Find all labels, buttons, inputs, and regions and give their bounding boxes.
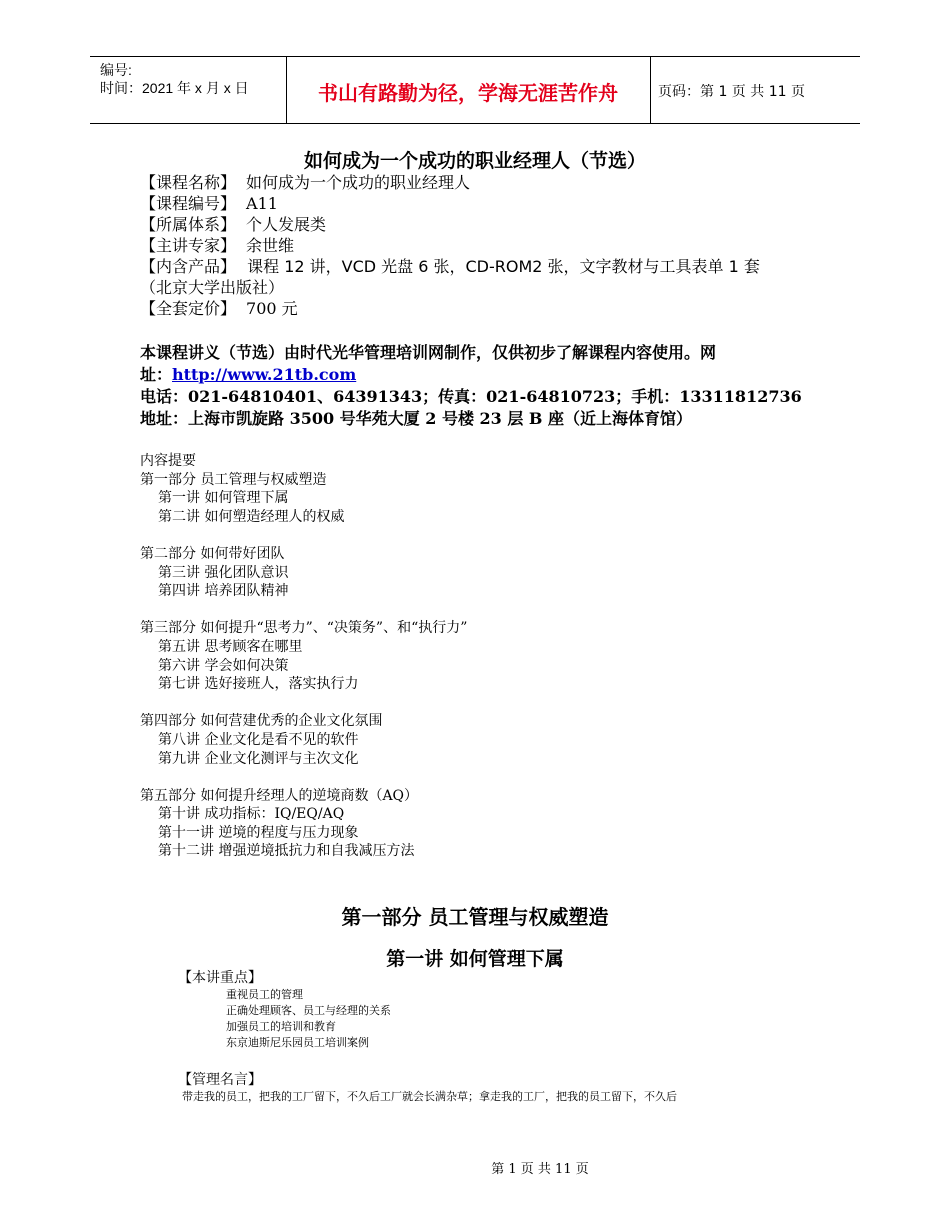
list-item: 重视员工的管理: [226, 988, 303, 1001]
toc-part: 第三部分 如何提升“思考力”、“决策务”、和“执行力” 第五讲 思考顾客在哪里 第六讲 学会如何决策 第七讲 选好接班人，落实执行力: [140, 620, 468, 693]
notice-url-line: 址：http://www.21tb.com: [140, 365, 357, 384]
focus-label: 【本讲重点】: [178, 970, 262, 986]
header-divider: [650, 57, 651, 123]
page-header: [90, 56, 860, 124]
info-row: 【内含产品】 课程 12 讲，VCD 光盘 6 张，CD-ROM2 张，文字教材与工具表单 1 套: [140, 257, 760, 276]
toc-part: 第二部分 如何带好团队 第三讲 强化团队意识 第四讲 培养团队精神: [140, 545, 289, 600]
info-row: （北京大学出版社）: [140, 278, 285, 297]
info-row: 【全套定价】 700 元: [140, 299, 298, 318]
list-item: 正确处理顾客、员工与经理的关系: [226, 1004, 391, 1017]
info-row: 【课程编号】 A11: [140, 194, 278, 213]
address-line: 地址：上海市凯旋路 3500 号华苑大厦 2 号楼 23 层 B 座（近上海体育馆）: [140, 409, 693, 428]
info-row: 【课程名称】 如何成为一个成功的职业经理人: [140, 173, 471, 192]
notice-line: 本课程讲义（节选）由时代光华管理培训网制作，仅供初步了解课程内容使用。网: [140, 343, 717, 362]
toc-heading: 内容提要: [140, 453, 196, 469]
time-label: 时间：2021 年 x 月 x 日: [100, 80, 249, 96]
info-row: 【所属体系】 个人发展类: [140, 215, 327, 234]
page-footer: 第 1 页 共 11 页: [491, 1162, 589, 1177]
list-item: 加强员工的培训和教育: [226, 1020, 336, 1033]
number-label: 编号:: [100, 62, 132, 78]
header-page-number: 页码：第 1 页 共 11 页: [658, 84, 805, 100]
list-item: 东京迪斯尼乐园员工培训案例: [226, 1036, 369, 1049]
table-of-contents: [140, 452, 467, 861]
contact-line: 电话：021-64810401、64391343；传真：021-64810723；手机：13311812736: [140, 387, 802, 406]
website-link[interactable]: http://www.21tb.com: [172, 365, 357, 384]
toc-part: 第五部分 如何提升经理人的逆境商数（AQ） 第十讲 成功指标：IQ/EQ/AQ 第十一讲 逆境的程度与压力现象 第十二讲 增强逆境抵抗力和自我减压方法: [140, 787, 419, 860]
toc-part: 第一部分 员工管理与权威塑造 第一讲 如何管理下属 第二讲 如何塑造经理人的权威: [140, 471, 345, 525]
quote-text: 带走我的员工，把我的工厂留下，不久后工厂就会长满杂草；拿走我的工厂，把我的员工留下，不久后: [182, 1090, 677, 1103]
notice-block: [140, 342, 802, 430]
header-motto: 书山有路勤为径，学海无涯苦作舟: [318, 81, 618, 105]
document-title: 如何成为一个成功的职业经理人（节选）: [303, 150, 646, 172]
focus-list: [226, 987, 391, 1051]
course-info: [140, 172, 760, 319]
quote-label: 【管理名言】: [178, 1072, 262, 1088]
info-row: 【主讲专家】 余世维: [140, 236, 295, 255]
lecture-title: 第一讲 如何管理下属: [386, 948, 564, 970]
toc-part: 第四部分 如何营建优秀的企业文化氛围 第八讲 企业文化是看不见的软件 第九讲 企业文化测评与主次文化: [140, 713, 383, 767]
part-title: 第一部分 员工管理与权威塑造: [341, 905, 609, 929]
header-meta: [100, 61, 249, 97]
